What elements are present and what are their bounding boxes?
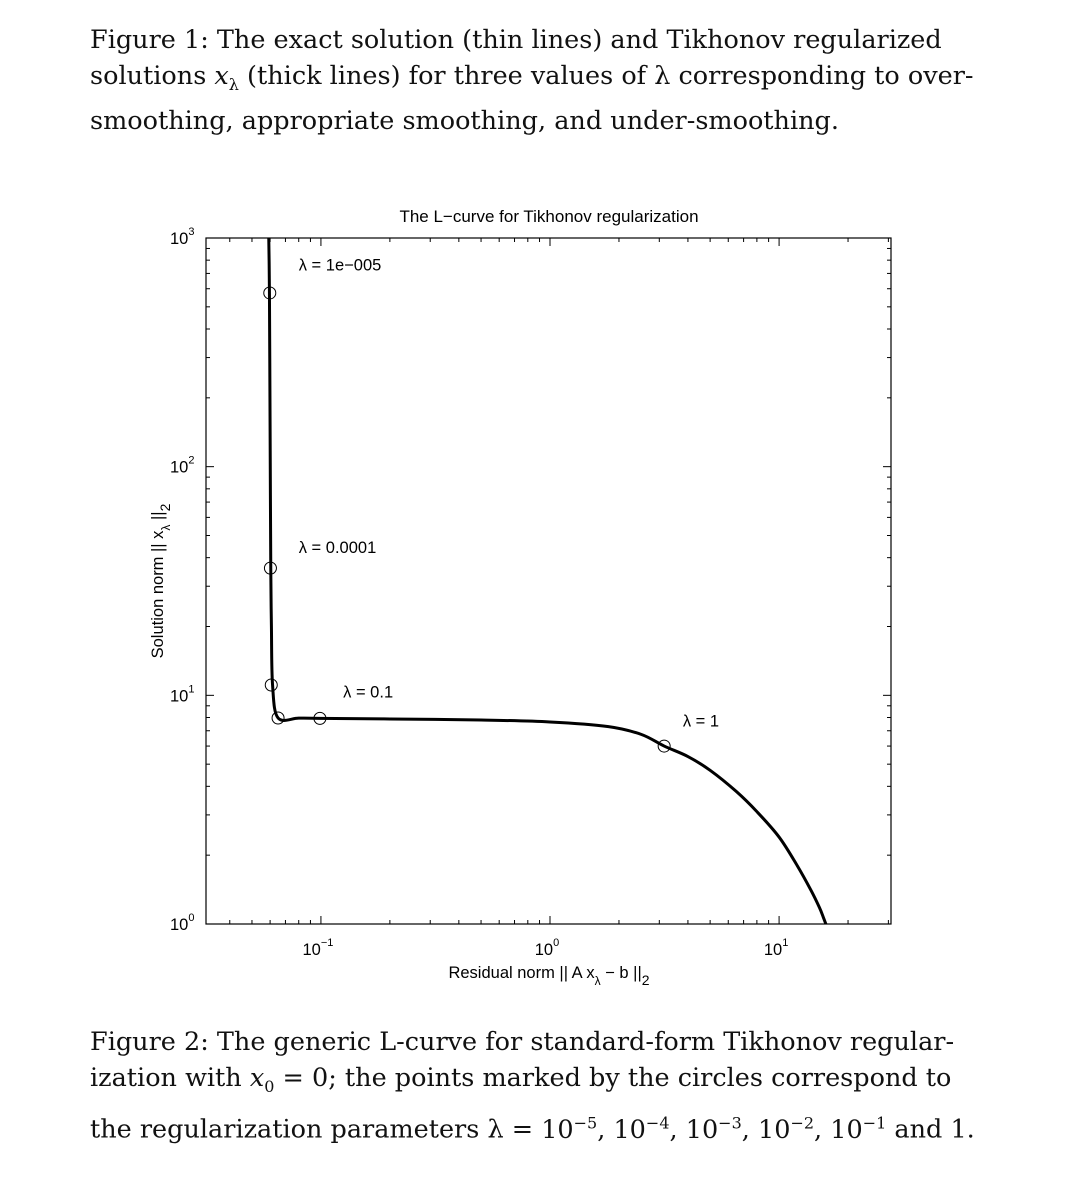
- y-tick-label: [170, 455, 194, 477]
- figure-2-caption: [90, 1024, 975, 1148]
- labels: [170, 226, 788, 959]
- lambda-base: 10: [757, 1114, 791, 1145]
- math-x: x: [214, 61, 229, 91]
- y-axis-label: [149, 503, 173, 658]
- lambda-annotation: λ = 1e−005: [298, 256, 382, 275]
- x-tick-base: 10: [302, 941, 321, 959]
- y-tick-label: [170, 226, 194, 248]
- math-lambda-sub: λ: [228, 75, 239, 95]
- figure-label: Figure 2:: [90, 1027, 209, 1057]
- lambda-annotation: λ = 0.1: [343, 683, 394, 702]
- y-tick-base: 10: [170, 458, 189, 477]
- plot-frame: [206, 238, 891, 924]
- lambda-exp: −5: [573, 1113, 598, 1133]
- y-tick-exponent: 1: [188, 683, 195, 696]
- y-axis-label-sub: λ: [159, 524, 173, 531]
- y-tick-exponent: 3: [188, 226, 195, 238]
- y-tick-exponent: 0: [188, 912, 195, 924]
- caption-text: (thick lines) for three values of: [247, 61, 647, 91]
- x-axis-label-tail: − b ||: [600, 964, 642, 982]
- math-lambda: λ: [654, 61, 671, 91]
- markers: [264, 287, 670, 752]
- math-x0: x: [249, 1063, 265, 1093]
- y-tick-label: [170, 683, 194, 705]
- lambda-base: 10: [613, 1114, 646, 1145]
- x-tick-base: 10: [534, 941, 554, 959]
- caption-text: corresponding to over-: [678, 61, 974, 91]
- x-tick-label: [764, 937, 788, 959]
- x-tick-exponent: 0: [553, 937, 560, 949]
- lambda-base: 10: [685, 1114, 719, 1145]
- caption-text: and 1.: [894, 1114, 975, 1145]
- lambda-annotation: λ = 0.0001: [298, 538, 377, 557]
- caption-text: ization with: [90, 1063, 242, 1093]
- caption-line: [90, 1060, 960, 1105]
- lambda-annotation: λ = 1: [682, 712, 720, 731]
- y-tick-label: [170, 912, 194, 934]
- x-tick-label: [302, 937, 333, 959]
- chart-title: The L−curve for Tikhonov regularization: [399, 207, 699, 226]
- tick-marks: [206, 238, 891, 924]
- math-lambda: λ: [487, 1114, 504, 1145]
- x-axis-label-sub: λ: [594, 974, 601, 988]
- caption-text: smoothing, appropriate smoothing, and under-smoothing.: [90, 106, 839, 137]
- x-tick-exponent: 1: [782, 937, 789, 949]
- lambda-exp: −3: [718, 1113, 742, 1133]
- x-tick-base: 10: [763, 941, 783, 959]
- caption-text: The generic L-curve for standard-form Tikhonov regular-: [216, 1027, 955, 1057]
- axes: [206, 238, 891, 924]
- lambda-values: $10^{-5}$, $10^{-4}$, $10^{-3}$, $10^{-2}$, $10^{-1}$: [541, 1113, 887, 1145]
- lambda-exp: −4: [645, 1113, 670, 1133]
- l-curve-line: [269, 238, 826, 924]
- x-tick-label: [535, 937, 559, 959]
- x-tick-exponent: −1: [320, 937, 334, 949]
- x-axis-label: [448, 964, 649, 988]
- caption-text: = 0; the points marked by the circles correspond to: [282, 1063, 952, 1093]
- y-axis-label-main: Solution norm || x: [149, 530, 167, 659]
- caption-text: solutions: [90, 61, 207, 91]
- caption-line: the regularization parameters $\lambda = 10^{-5}$, $10^{-4}$, $10^{-3}$, $10^{-2}$, $10^{-1}$ and 1.: [90, 1113, 975, 1145]
- figure-label: Figure 1:: [90, 25, 209, 55]
- caption-line: [90, 1024, 960, 1060]
- lambda-base: 10: [541, 1114, 574, 1145]
- y-tick-base: 10: [170, 687, 189, 706]
- y-axis-label-tail: ||: [149, 511, 167, 525]
- lambda-base: 10: [830, 1114, 863, 1145]
- x-axis-label-tail-sub: 2: [641, 972, 650, 988]
- caption-text: The exact solution (thin lines) and Tikhonov regularized: [216, 25, 942, 55]
- series: [269, 238, 826, 924]
- lambda-exp: −2: [790, 1113, 815, 1133]
- lambda-exp: −1: [862, 1113, 887, 1133]
- caption-text: the regularization parameters: [90, 1114, 480, 1145]
- math-x0-sub: 0: [264, 1077, 275, 1097]
- x-axis-label-main: Residual norm || A x: [448, 964, 595, 982]
- y-tick-base: 10: [170, 916, 189, 934]
- y-axis-label-tail-sub: 2: [157, 503, 173, 512]
- y-tick-exponent: 2: [188, 454, 195, 467]
- y-tick-base: 10: [170, 230, 189, 248]
